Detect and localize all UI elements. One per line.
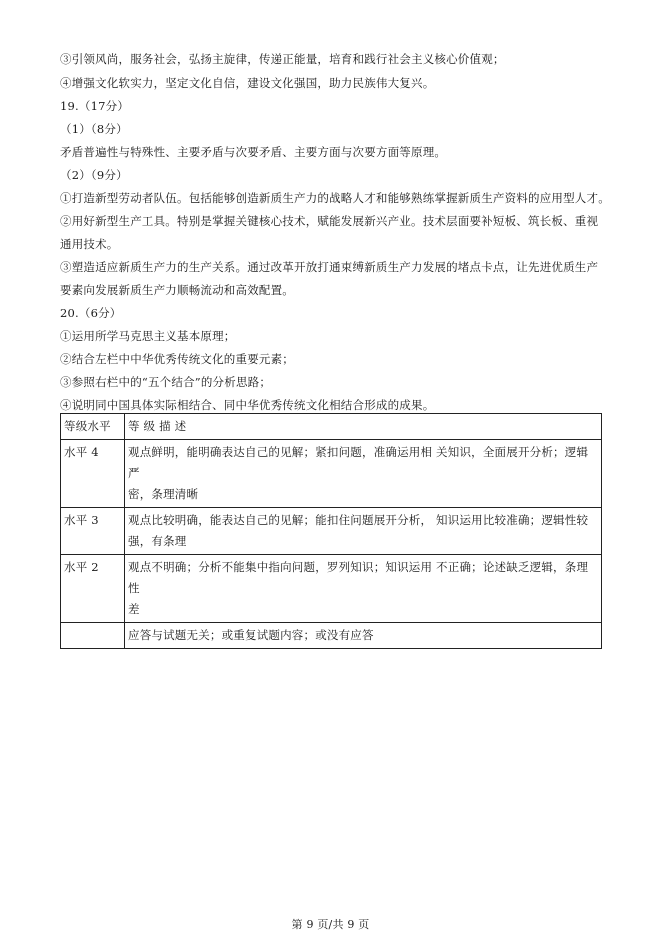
question-heading: 20.（6分）: [60, 306, 122, 320]
answer-line: ③参照右栏中的“五个结合”的分析思路；: [60, 375, 272, 389]
level-cell: 水平 3: [61, 508, 125, 555]
answer-line: ④说明同中国具体实际相结合、同中华优秀传统文化相结合形成的成果。: [60, 398, 435, 412]
sub-question-heading: （1）（8分）: [60, 122, 128, 136]
header-cell-description: 等 级 描 述: [125, 414, 602, 440]
level-cell: 水平 4: [61, 440, 125, 508]
answer-line: 通用技术。: [60, 237, 119, 251]
description-line: 观点比较明确，能表达自己的见解；能扣住问题展开分析， 知识运用比较准确；逻辑性较: [128, 513, 589, 527]
description-line: 观点不明确；分析不能集中指向问题，罗列知识；知识运用 不正确；论述缺乏逻辑，条理性: [128, 560, 589, 595]
answer-line: ②结合左栏中中华优秀传统文化的重要元素；: [60, 352, 294, 366]
answer-line: 矛盾普遍性与特殊性、主要矛盾与次要矛盾、主要方面与次要方面等原理。: [60, 145, 447, 159]
answer-line: ③塑造适应新质生产力的生产关系。通过改革开放打通束缚新质生产力发展的堵点卡点，让先进优质生产: [60, 260, 599, 274]
table-row: [61, 440, 602, 508]
level-cell: [61, 623, 125, 649]
table-row: [61, 508, 602, 555]
question-heading: 19.（17分）: [60, 99, 130, 113]
answer-line: ①打造新型劳动者队伍。包括能够创造新质生产力的战略人才和能够熟练掌握新质生产资料的应用型人才。: [60, 191, 610, 205]
grading-table: [60, 413, 602, 649]
description-cell: [125, 508, 602, 555]
description-cell: 应答与试题无关；或重复试题内容；或没有应答: [125, 623, 602, 649]
answer-line: ④增强文化软实力，坚定文化自信，建设文化强国，助力民族伟大复兴。: [60, 76, 435, 90]
page-number-footer: 第 9 页/共 9 页: [291, 918, 370, 931]
header-cell-level: 等级水平: [61, 414, 125, 440]
answer-line: 要素向发展新质生产力顺畅流动和高效配置。: [60, 283, 294, 297]
table-row: [61, 623, 602, 649]
table-row: [61, 555, 602, 623]
answer-line: ②用好新型生产工具。特别是掌握关键核心技术，赋能发展新兴产业。技术层面要补短板、筑长板、重视: [60, 214, 599, 228]
description-cell: [125, 555, 602, 623]
description-cell: [125, 440, 602, 508]
sub-question-heading: （2）（9分）: [60, 168, 128, 182]
description-line: 观点鲜明，能明确表达自己的见解；紧扣问题，准确运用相 关知识，全面展开分析；逻辑严: [128, 445, 589, 480]
description-line: 强，有条理: [128, 534, 187, 548]
table-header-row: [61, 414, 602, 440]
description-line: 密，条理清晰: [128, 487, 199, 501]
level-cell: 水平 2: [61, 555, 125, 623]
answer-line: ③引领风尚，服务社会，弘扬主旋律，传递正能量，培育和践行社会主义核心价值观；: [60, 52, 505, 66]
answer-line: ①运用所学马克思主义基本原理；: [60, 329, 236, 343]
description-line: 差: [128, 602, 140, 616]
